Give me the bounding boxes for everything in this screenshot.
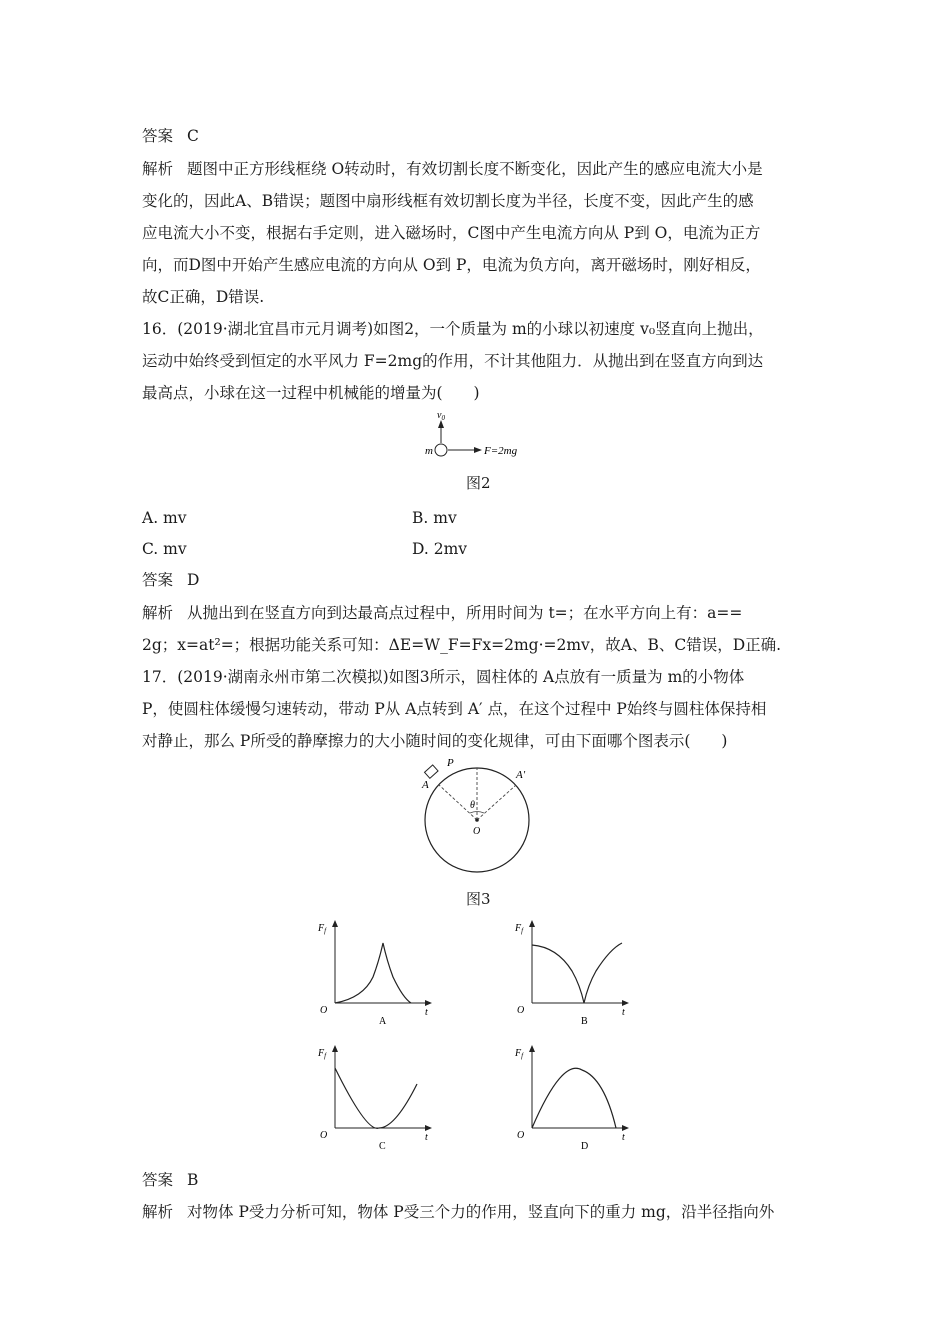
graph-b-curve xyxy=(532,943,622,1003)
graph-d-curve xyxy=(532,1068,616,1128)
graph-d-y-label: $F_f$ xyxy=(515,1048,524,1060)
graph-c-curve xyxy=(335,1068,417,1128)
graph-d-x-label: t xyxy=(622,1132,625,1143)
graph-a-origin: O xyxy=(320,1005,328,1016)
label-theta: θ xyxy=(470,800,475,811)
v0-label: $v_0$ xyxy=(437,410,445,422)
q15-analysis-label: 解析 xyxy=(142,160,174,178)
graph-a-name: A xyxy=(379,1016,387,1025)
q16-answer-label: 答案 xyxy=(142,571,174,589)
q15-analysis-line-3: 应电流大小不变，根据右手定则，进入磁场时，C图中产生电流方向从 P到 O，电流为正方 xyxy=(142,224,761,242)
q16-analysis-text-1: 从抛出到在竖直方向到达最高点过程中，所用时间为 t=；在水平方向上有：a== xyxy=(187,604,743,622)
q16-answer-line xyxy=(142,570,199,590)
graph-c-x-label: t xyxy=(425,1132,428,1143)
graph-b-origin: O xyxy=(517,1005,525,1016)
graph-d xyxy=(512,1038,632,1150)
q16-answer-value: D xyxy=(187,571,200,589)
graph-a-curve xyxy=(335,943,411,1003)
graph-c-origin: O xyxy=(320,1130,328,1141)
graph-d-origin: O xyxy=(517,1130,525,1141)
graph-c-y-label: $F_f$ xyxy=(318,1048,327,1060)
q16-option-a: A. mv xyxy=(142,509,187,527)
q15-analysis-line-2: 变化的，因此A、B错误；题图中扇形线框有效切割长度为半径，长度不变，因此产生的感 xyxy=(142,192,754,210)
q15-analysis-line-5: 故C正确，D错误. xyxy=(142,288,265,306)
graph-d-name: D xyxy=(581,1141,589,1150)
graph-b-y-label: $F_f$ xyxy=(515,923,524,935)
graph-a-x-label: t xyxy=(425,1007,428,1018)
label-p: P xyxy=(447,757,454,769)
q17-analysis-text-1: 对物体 P受力分析可知，物体 P受三个力的作用，竖直向下的重力 mg，沿半径指向外 xyxy=(187,1203,775,1221)
q15-answer-line xyxy=(142,126,199,146)
q16-option-d: D. 2mv xyxy=(412,540,468,558)
q15-analysis-line-4: 向，而D图中开始产生感应电流的方向从 O到 P，电流为负方向，离开磁场时，刚好相反， xyxy=(142,256,761,274)
label-o: O xyxy=(473,826,481,837)
q17-answer-label: 答案 xyxy=(142,1171,174,1189)
q15-answer-value: C xyxy=(187,127,199,145)
q16-analysis-label: 解析 xyxy=(142,604,174,622)
q16-stem-line-3: 最高点，小球在这一过程中机械能的增量为( ) xyxy=(142,384,480,402)
graph-b xyxy=(512,913,632,1025)
q17-analysis-label: 解析 xyxy=(142,1203,174,1221)
q16-stem-line-1: 16．(2019·湖北宜昌市元月调考)如图2，一个质量为 m的小球以初速度 v₀竖直向上抛出， xyxy=(142,320,764,338)
q16-analysis-line-2: 2g；x=at²=；根据功能关系可知：ΔE=W_F=Fx=2mg·=2mv，故A、B、C错误，D正确. xyxy=(142,636,782,654)
figure-3-caption: 图3 xyxy=(466,890,491,908)
force-label: F=2mg xyxy=(484,445,518,457)
small-block-p xyxy=(425,765,439,778)
graph-c xyxy=(315,1038,435,1150)
q16-figure xyxy=(415,405,545,460)
q17-analysis-line-1 xyxy=(142,1202,774,1222)
q15-analysis-text-1: 题图中正方形线框绕 O转动时，有效切割长度不断变化，因此产生的感应电流大小是 xyxy=(187,160,763,178)
q15-analysis-line-1 xyxy=(142,159,763,179)
ball xyxy=(435,444,447,456)
graph-a xyxy=(315,913,435,1025)
q17-answer-value: B xyxy=(187,1171,199,1189)
q16-stem-line-2: 运动中始终受到恒定的水平风力 F=2mg的作用，不计其他阻力．从抛出到在竖直方向到达 xyxy=(142,352,764,370)
graph-a-y-label: $F_f$ xyxy=(318,923,327,935)
q16-analysis-line-1 xyxy=(142,603,742,623)
label-a-prime: A′ xyxy=(516,769,526,781)
label-a: A xyxy=(422,779,429,791)
mass-label: m xyxy=(425,445,433,457)
center-point xyxy=(475,818,479,822)
q16-option-c: C. mv xyxy=(142,540,187,558)
graph-c-name: C xyxy=(379,1141,386,1150)
radius-to-a-prime xyxy=(477,785,516,820)
q16-option-b: B. mv xyxy=(412,509,457,527)
q15-answer-label: 答案 xyxy=(142,127,174,145)
q17-stem-line-1: 17．(2019·湖南永州市第二次模拟)如图3所示，圆柱体的 A点放有一质量为 m的小物体 xyxy=(142,668,745,686)
q17-stem-line-3: 对静止，那么 P所受的静摩擦力的大小随时间的变化规律，可由下面哪个图表示( ) xyxy=(142,732,728,750)
q17-answer-line xyxy=(142,1170,198,1190)
graph-b-x-label: t xyxy=(622,1007,625,1018)
q17-cylinder-figure xyxy=(415,755,555,880)
q17-stem-line-2: P，使圆柱体缓慢匀速转动，带动 P从 A点转到 A′ 点，在这个过程中 P始终与圆柱体保持相 xyxy=(142,700,767,718)
graph-b-name: B xyxy=(581,1016,588,1025)
figure-2-caption: 图2 xyxy=(466,474,491,492)
